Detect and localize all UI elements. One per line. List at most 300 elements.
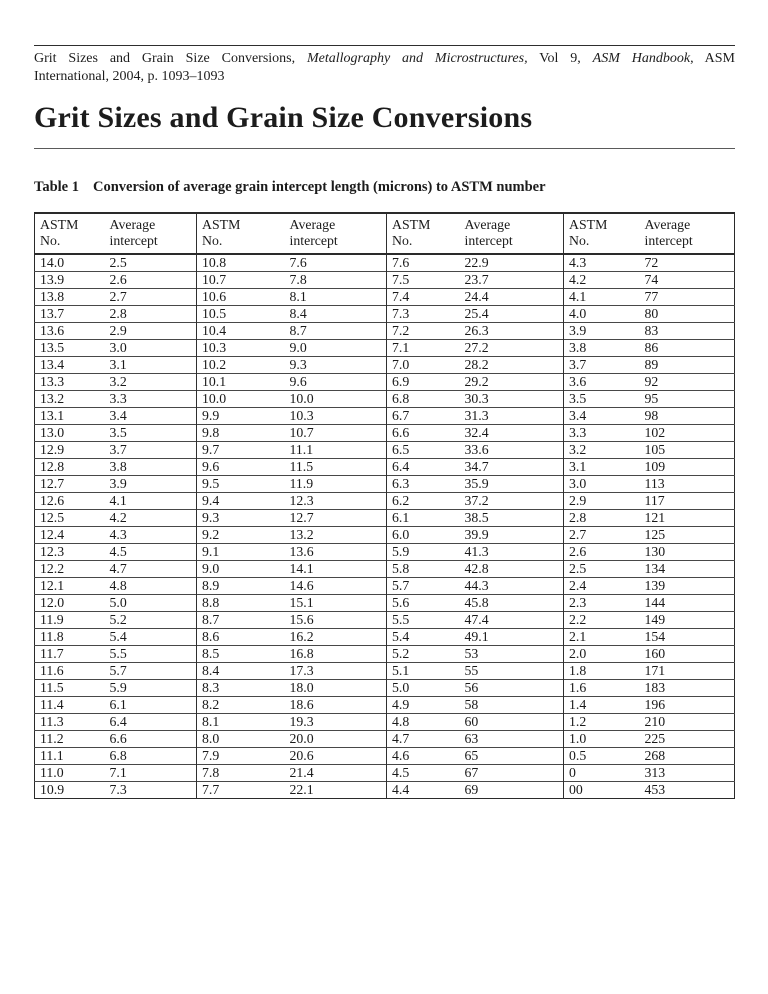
table-cell: 11.7 (35, 646, 105, 663)
table-cell: 14.0 (35, 254, 105, 272)
table-cell: 8.9 (197, 578, 285, 595)
table-cell: 2.8 (564, 510, 640, 527)
table-cell: 45.8 (460, 595, 564, 612)
table-cell: 4.1 (564, 289, 640, 306)
table-cell: 8.7 (197, 612, 285, 629)
page-content (34, 45, 735, 799)
table-cell: 2.5 (564, 561, 640, 578)
table-cell: 4.7 (387, 731, 460, 748)
table-cell: 3.7 (105, 442, 197, 459)
table-cell: 1.2 (564, 714, 640, 731)
table-cell: 10.8 (197, 254, 285, 272)
table-row (35, 748, 735, 765)
table-cell: 15.6 (285, 612, 387, 629)
table-row (35, 561, 735, 578)
column-header: ASTM No. (197, 213, 285, 254)
table-row (35, 374, 735, 391)
column-header: ASTM No. (35, 213, 105, 254)
table-cell: 313 (640, 765, 735, 782)
table-row (35, 629, 735, 646)
table-cell: 2.9 (105, 323, 197, 340)
table-cell: 10.9 (35, 782, 105, 799)
table-cell: 67 (460, 765, 564, 782)
table-cell: 109 (640, 459, 735, 476)
table-cell: 12.9 (35, 442, 105, 459)
table-cell: 3.2 (564, 442, 640, 459)
table-cell: 8.4 (197, 663, 285, 680)
table-cell: 11.9 (35, 612, 105, 629)
table-cell: 34.7 (460, 459, 564, 476)
table-cell: 83 (640, 323, 735, 340)
table-cell: 72 (640, 254, 735, 272)
table-cell: 1.0 (564, 731, 640, 748)
table-cell: 6.2 (387, 493, 460, 510)
table-cell: 11.0 (35, 765, 105, 782)
table-cell: 6.0 (387, 527, 460, 544)
table-cell: 69 (460, 782, 564, 799)
table-cell: 6.1 (387, 510, 460, 527)
table-cell: 11.8 (35, 629, 105, 646)
table-cell: 7.5 (387, 272, 460, 289)
table-cell: 268 (640, 748, 735, 765)
table-cell: 11.1 (35, 748, 105, 765)
table-cell: 0.5 (564, 748, 640, 765)
table-cell: 65 (460, 748, 564, 765)
table-row (35, 714, 735, 731)
table-cell: 4.8 (387, 714, 460, 731)
table-cell: 8.2 (197, 697, 285, 714)
table-cell: 2.2 (564, 612, 640, 629)
table-cell: 3.6 (564, 374, 640, 391)
table-cell: 55 (460, 663, 564, 680)
table-row (35, 544, 735, 561)
table-cell: 3.1 (105, 357, 197, 374)
table-cell: 4.4 (387, 782, 460, 799)
table-row (35, 272, 735, 289)
table-cell: 130 (640, 544, 735, 561)
table-cell: 3.4 (105, 408, 197, 425)
table-cell: 5.6 (387, 595, 460, 612)
table-cell: 12.8 (35, 459, 105, 476)
table-cell: 3.1 (564, 459, 640, 476)
table-cell: 102 (640, 425, 735, 442)
table-cell: 23.7 (460, 272, 564, 289)
table-row (35, 680, 735, 697)
citation (34, 50, 735, 86)
table-row (35, 493, 735, 510)
table-row (35, 408, 735, 425)
title-rule (34, 148, 735, 149)
table-cell: 125 (640, 527, 735, 544)
table-cell: 14.1 (285, 561, 387, 578)
table-cell: 25.4 (460, 306, 564, 323)
table-cell: 9.3 (285, 357, 387, 374)
citation-line-2: International, 2004, p. 1093–1093 (34, 69, 225, 84)
table-cell: 3.0 (564, 476, 640, 493)
table-cell: 225 (640, 731, 735, 748)
table-cell: 5.7 (387, 578, 460, 595)
table-cell: 89 (640, 357, 735, 374)
table-cell: 8.7 (285, 323, 387, 340)
table-row (35, 663, 735, 680)
table-row (35, 595, 735, 612)
table-cell: 2.7 (564, 527, 640, 544)
table-cell: 113 (640, 476, 735, 493)
table-cell: 10.3 (197, 340, 285, 357)
table-cell: 183 (640, 680, 735, 697)
table-cell: 13.7 (35, 306, 105, 323)
table-cell: 2.9 (564, 493, 640, 510)
table-cell: 13.6 (285, 544, 387, 561)
table-cell: 10.1 (197, 374, 285, 391)
table-label: Table 1 (34, 179, 79, 195)
table-row (35, 254, 735, 272)
table-cell: 86 (640, 340, 735, 357)
table-cell: 6.4 (387, 459, 460, 476)
table-cell: 8.0 (197, 731, 285, 748)
column-header: Average intercept (640, 213, 735, 254)
table-row (35, 646, 735, 663)
citation-text: , ASM (690, 51, 735, 66)
table-cell: 95 (640, 391, 735, 408)
table-cell: 12.1 (35, 578, 105, 595)
table-cell: 10.0 (285, 391, 387, 408)
table-cell: 121 (640, 510, 735, 527)
table-cell: 13.2 (35, 391, 105, 408)
table-cell: 9.6 (197, 459, 285, 476)
table-cell: 2.3 (564, 595, 640, 612)
table-cell: 11.5 (35, 680, 105, 697)
table-cell: 12.7 (285, 510, 387, 527)
table-cell: 4.9 (387, 697, 460, 714)
table-cell: 47.4 (460, 612, 564, 629)
table-cell: 149 (640, 612, 735, 629)
table-cell: 154 (640, 629, 735, 646)
table-cell: 10.0 (197, 391, 285, 408)
table-cell: 3.8 (564, 340, 640, 357)
table-cell: 3.3 (564, 425, 640, 442)
table-cell: 5.8 (387, 561, 460, 578)
table-cell: 17.3 (285, 663, 387, 680)
table-row (35, 323, 735, 340)
table-cell: 92 (640, 374, 735, 391)
table-cell: 41.3 (460, 544, 564, 561)
column-header: Average intercept (460, 213, 564, 254)
table-cell: 22.9 (460, 254, 564, 272)
table-row (35, 459, 735, 476)
table-cell: 28.2 (460, 357, 564, 374)
table-cell: 3.3 (105, 391, 197, 408)
table-cell: 37.2 (460, 493, 564, 510)
table-cell: 5.4 (105, 629, 197, 646)
table-cell: 9.0 (197, 561, 285, 578)
table-cell: 16.8 (285, 646, 387, 663)
table-cell: 6.3 (387, 476, 460, 493)
table-cell: 21.4 (285, 765, 387, 782)
table-cell: 1.6 (564, 680, 640, 697)
column-header: ASTM No. (387, 213, 460, 254)
table-cell: 6.6 (105, 731, 197, 748)
table-cell: 13.6 (35, 323, 105, 340)
table-cell: 53 (460, 646, 564, 663)
table-cell: 5.9 (105, 680, 197, 697)
table-cell: 7.9 (197, 748, 285, 765)
table-cell: 3.5 (105, 425, 197, 442)
table-cell: 5.9 (387, 544, 460, 561)
table-cell: 3.0 (105, 340, 197, 357)
table-cell: 5.4 (387, 629, 460, 646)
table-cell: 8.6 (197, 629, 285, 646)
table-cell: 7.3 (105, 782, 197, 799)
table-cell: 11.6 (35, 663, 105, 680)
table-cell: 10.2 (197, 357, 285, 374)
table-caption-text: Conversion of average grain intercept length (microns) to ASTM number (93, 179, 546, 195)
table-cell: 15.1 (285, 595, 387, 612)
column-header: ASTM No. (564, 213, 640, 254)
table-row (35, 527, 735, 544)
table-cell: 134 (640, 561, 735, 578)
table-cell: 4.8 (105, 578, 197, 595)
table-cell: 12.2 (35, 561, 105, 578)
page-title: Grit Sizes and Grain Size Conversions (34, 101, 533, 134)
table-cell: 29.2 (460, 374, 564, 391)
table-cell: 11.5 (285, 459, 387, 476)
table-cell: 13.2 (285, 527, 387, 544)
table-cell: 42.8 (460, 561, 564, 578)
table-header-row (35, 213, 735, 254)
table-cell: 13.1 (35, 408, 105, 425)
table-row (35, 391, 735, 408)
table-row (35, 765, 735, 782)
table-cell: 5.2 (387, 646, 460, 663)
table-row (35, 425, 735, 442)
table-cell: 13.4 (35, 357, 105, 374)
table-cell: 38.5 (460, 510, 564, 527)
table-cell: 105 (640, 442, 735, 459)
table-cell: 171 (640, 663, 735, 680)
table-cell: 7.7 (197, 782, 285, 799)
table-cell: 4.3 (105, 527, 197, 544)
table-cell: 12.4 (35, 527, 105, 544)
table-cell: 7.8 (197, 765, 285, 782)
table-cell: 8.4 (285, 306, 387, 323)
table-cell: 13.9 (35, 272, 105, 289)
table-cell: 11.9 (285, 476, 387, 493)
table-cell: 7.0 (387, 357, 460, 374)
table-cell: 98 (640, 408, 735, 425)
table-cell: 9.5 (197, 476, 285, 493)
citation-handbook: ASM Handbook (592, 51, 691, 66)
table-cell: 19.3 (285, 714, 387, 731)
table-cell: 9.2 (197, 527, 285, 544)
table-cell: 9.6 (285, 374, 387, 391)
table-cell: 27.2 (460, 340, 564, 357)
table-cell: 9.0 (285, 340, 387, 357)
table-cell: 32.4 (460, 425, 564, 442)
table-cell: 7.1 (105, 765, 197, 782)
top-rule (34, 45, 735, 46)
table-cell: 39.9 (460, 527, 564, 544)
table-cell: 18.6 (285, 697, 387, 714)
table-cell: 10.7 (285, 425, 387, 442)
table-cell: 5.2 (105, 612, 197, 629)
table-cell: 2.4 (564, 578, 640, 595)
table-cell: 13.5 (35, 340, 105, 357)
conversion-table (34, 212, 735, 799)
table-cell: 33.6 (460, 442, 564, 459)
table-cell: 4.5 (105, 544, 197, 561)
table-cell: 6.4 (105, 714, 197, 731)
table-cell: 196 (640, 697, 735, 714)
table-row (35, 731, 735, 748)
table-cell: 30.3 (460, 391, 564, 408)
table-row (35, 306, 735, 323)
column-header: Average intercept (105, 213, 197, 254)
table-row (35, 357, 735, 374)
table-cell: 12.0 (35, 595, 105, 612)
table-cell: 10.4 (197, 323, 285, 340)
table-cell: 7.4 (387, 289, 460, 306)
table-cell: 14.6 (285, 578, 387, 595)
table-cell: 12.7 (35, 476, 105, 493)
table-cell: 7.3 (387, 306, 460, 323)
citation-text: Vol 9, (527, 51, 593, 66)
table-cell: 144 (640, 595, 735, 612)
table-caption (34, 178, 735, 197)
table-row (35, 578, 735, 595)
table-cell: 3.9 (564, 323, 640, 340)
table-body (35, 254, 735, 799)
table-cell: 2.6 (564, 544, 640, 561)
table-cell: 9.8 (197, 425, 285, 442)
table-cell: 10.5 (197, 306, 285, 323)
citation-journal: Metallography and Microstructures, (306, 51, 528, 66)
citation-text: Grit Sizes and Grain Size Conversions, (34, 51, 307, 66)
table-cell: 6.8 (105, 748, 197, 765)
table-cell: 139 (640, 578, 735, 595)
table-cell: 4.7 (105, 561, 197, 578)
table-cell: 4.2 (564, 272, 640, 289)
table-cell: 44.3 (460, 578, 564, 595)
table-cell: 60 (460, 714, 564, 731)
table-cell: 3.9 (105, 476, 197, 493)
table-row (35, 289, 735, 306)
table-cell: 31.3 (460, 408, 564, 425)
table-cell: 1.4 (564, 697, 640, 714)
table-cell: 13.0 (35, 425, 105, 442)
table-cell: 6.8 (387, 391, 460, 408)
table-cell: 22.1 (285, 782, 387, 799)
table-cell: 8.1 (285, 289, 387, 306)
table-cell: 77 (640, 289, 735, 306)
table-cell: 74 (640, 272, 735, 289)
table-cell: 5.0 (105, 595, 197, 612)
table-cell: 3.2 (105, 374, 197, 391)
table-cell: 2.8 (105, 306, 197, 323)
table-cell: 5.5 (105, 646, 197, 663)
table-cell: 4.2 (105, 510, 197, 527)
table-row (35, 612, 735, 629)
table-cell: 26.3 (460, 323, 564, 340)
column-header: Average intercept (285, 213, 387, 254)
table-cell: 7.1 (387, 340, 460, 357)
table-cell: 2.1 (564, 629, 640, 646)
table-cell: 13.8 (35, 289, 105, 306)
table-cell: 12.3 (35, 544, 105, 561)
table-cell: 11.3 (35, 714, 105, 731)
table-cell: 4.6 (387, 748, 460, 765)
table-cell: 11.2 (35, 731, 105, 748)
table-cell: 117 (640, 493, 735, 510)
table-cell: 7.6 (285, 254, 387, 272)
table-row (35, 697, 735, 714)
table-cell: 35.9 (460, 476, 564, 493)
table-cell: 5.5 (387, 612, 460, 629)
table-cell: 10.6 (197, 289, 285, 306)
table-cell: 12.5 (35, 510, 105, 527)
table-cell: 3.8 (105, 459, 197, 476)
table-cell: 9.3 (197, 510, 285, 527)
table-cell: 2.0 (564, 646, 640, 663)
table-cell: 8.5 (197, 646, 285, 663)
table-cell: 4.5 (387, 765, 460, 782)
table-cell: 7.2 (387, 323, 460, 340)
table-row (35, 340, 735, 357)
table-cell: 20.0 (285, 731, 387, 748)
table-cell: 11.4 (35, 697, 105, 714)
table-cell: 3.4 (564, 408, 640, 425)
table-cell: 13.3 (35, 374, 105, 391)
table-cell: 49.1 (460, 629, 564, 646)
table-cell: 4.0 (564, 306, 640, 323)
table-cell: 20.6 (285, 748, 387, 765)
table-cell: 80 (640, 306, 735, 323)
table-cell: 10.7 (197, 272, 285, 289)
table-cell: 6.7 (387, 408, 460, 425)
table-cell: 9.7 (197, 442, 285, 459)
table-cell: 5.1 (387, 663, 460, 680)
table-cell: 5.7 (105, 663, 197, 680)
table-cell: 9.9 (197, 408, 285, 425)
table-cell: 2.5 (105, 254, 197, 272)
table-cell: 10.3 (285, 408, 387, 425)
table-cell: 0 (564, 765, 640, 782)
table-cell: 9.4 (197, 493, 285, 510)
table-cell: 5.0 (387, 680, 460, 697)
table-cell: 18.0 (285, 680, 387, 697)
table-cell: 453 (640, 782, 735, 799)
table-cell: 4.1 (105, 493, 197, 510)
table-cell: 8.8 (197, 595, 285, 612)
table-cell: 56 (460, 680, 564, 697)
table-cell: 9.1 (197, 544, 285, 561)
table-cell: 1.8 (564, 663, 640, 680)
table-cell: 8.3 (197, 680, 285, 697)
table-cell: 6.6 (387, 425, 460, 442)
table-cell: 12.6 (35, 493, 105, 510)
table-cell: 16.2 (285, 629, 387, 646)
table-cell: 160 (640, 646, 735, 663)
table-cell: 3.7 (564, 357, 640, 374)
table-cell: 7.8 (285, 272, 387, 289)
table-cell: 6.5 (387, 442, 460, 459)
table-row (35, 782, 735, 799)
table-cell: 11.1 (285, 442, 387, 459)
table-cell: 63 (460, 731, 564, 748)
table-row (35, 510, 735, 527)
table-cell: 24.4 (460, 289, 564, 306)
table-cell: 2.6 (105, 272, 197, 289)
